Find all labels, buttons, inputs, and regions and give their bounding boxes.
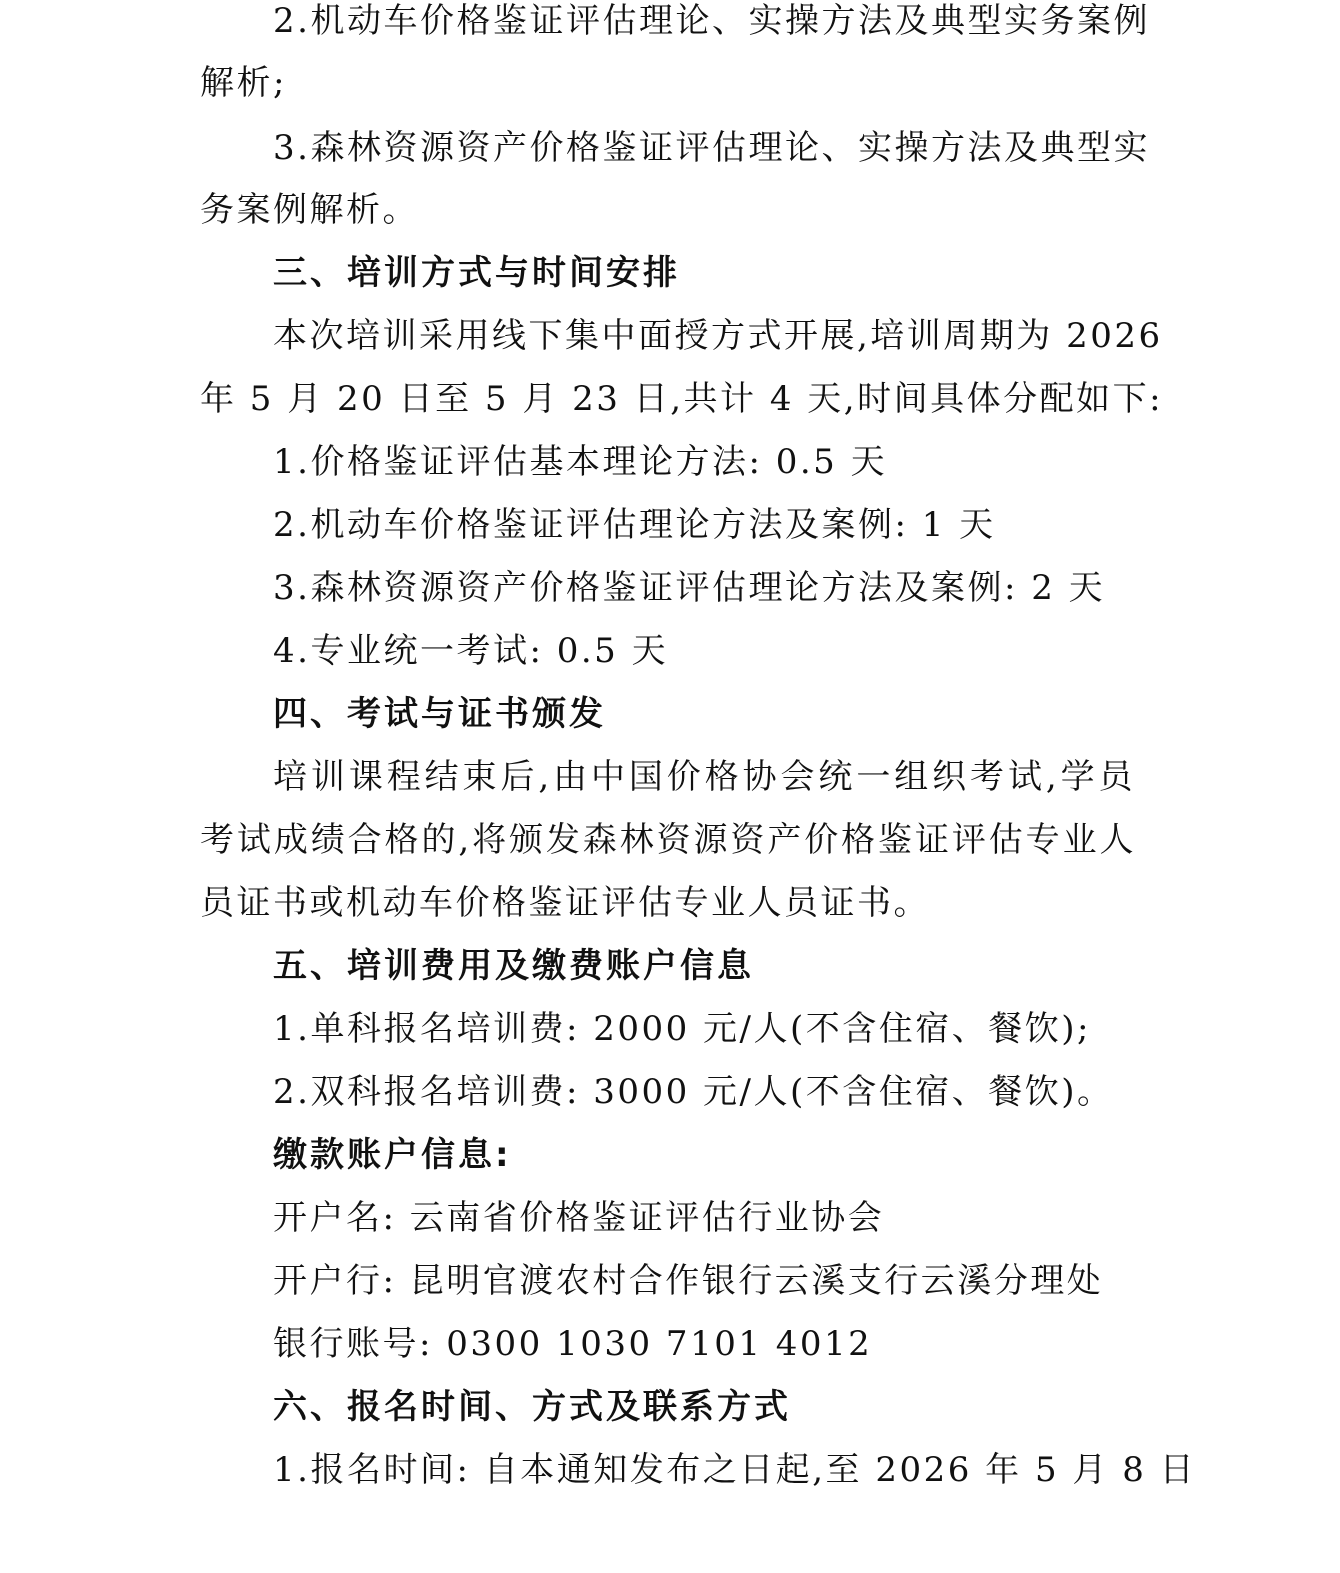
account-name: 开户名: 云南省价格鉴证评估行业协会 [273, 1198, 885, 1238]
account-bank: 开户行: 昆明官渡农村合作银行云溪支行云溪分理处 [273, 1261, 1104, 1301]
section-heading-5: 五、培训费用及缴费账户信息 [273, 946, 754, 986]
paragraph-exam: 培训课程结束后,由中国价格协会统一组织考试,学员 [273, 757, 1135, 797]
fee-item-single: 1.单科报名培训费: 2000 元/人(不含住宿、餐饮); [273, 1009, 1091, 1049]
account-info-heading: 缴款账户信息: [273, 1135, 512, 1175]
list-item-forest-valuation: 3.森林资源资产价格鉴证评估理论、实操方法及典型实 [273, 128, 1150, 168]
list-item-forest-valuation-cont: 务案例解析。 [200, 190, 419, 230]
schedule-item-1: 1.价格鉴证评估基本理论方法: 0.5 天 [273, 442, 888, 482]
paragraph-training-mode-cont: 年 5 月 20 日至 5 月 23 日,共计 4 天,时间具体分配如下: [200, 379, 1164, 419]
paragraph-training-mode: 本次培训采用线下集中面授方式开展,培训周期为 2026 [273, 316, 1163, 356]
list-item-vehicle-valuation: 2.机动车价格鉴证评估理论、实操方法及典型实务案例 [273, 1, 1150, 41]
paragraph-exam-cont-2: 员证书或机动车价格鉴证评估专业人员证书。 [200, 883, 930, 923]
account-number: 银行账号: 0300 1030 7101 4012 [273, 1324, 873, 1364]
section-heading-3: 三、培训方式与时间安排 [273, 253, 680, 293]
registration-time: 1.报名时间: 自本通知发布之日起,至 2026 年 5 月 8 日 [273, 1450, 1197, 1490]
section-heading-6: 六、报名时间、方式及联系方式 [273, 1387, 791, 1427]
fee-item-double: 2.双科报名培训费: 3000 元/人(不含住宿、餐饮)。 [273, 1072, 1114, 1112]
schedule-item-4: 4.专业统一考试: 0.5 天 [273, 631, 669, 671]
schedule-item-3: 3.森林资源资产价格鉴证评估理论方法及案例: 2 天 [273, 568, 1106, 608]
list-item-vehicle-valuation-cont: 解析; [200, 63, 287, 103]
schedule-item-2: 2.机动车价格鉴证评估理论方法及案例: 1 天 [273, 505, 996, 545]
paragraph-exam-cont-1: 考试成绩合格的,将颁发森林资源资产价格鉴证评估专业人 [200, 820, 1136, 860]
section-heading-4: 四、考试与证书颁发 [273, 694, 606, 734]
